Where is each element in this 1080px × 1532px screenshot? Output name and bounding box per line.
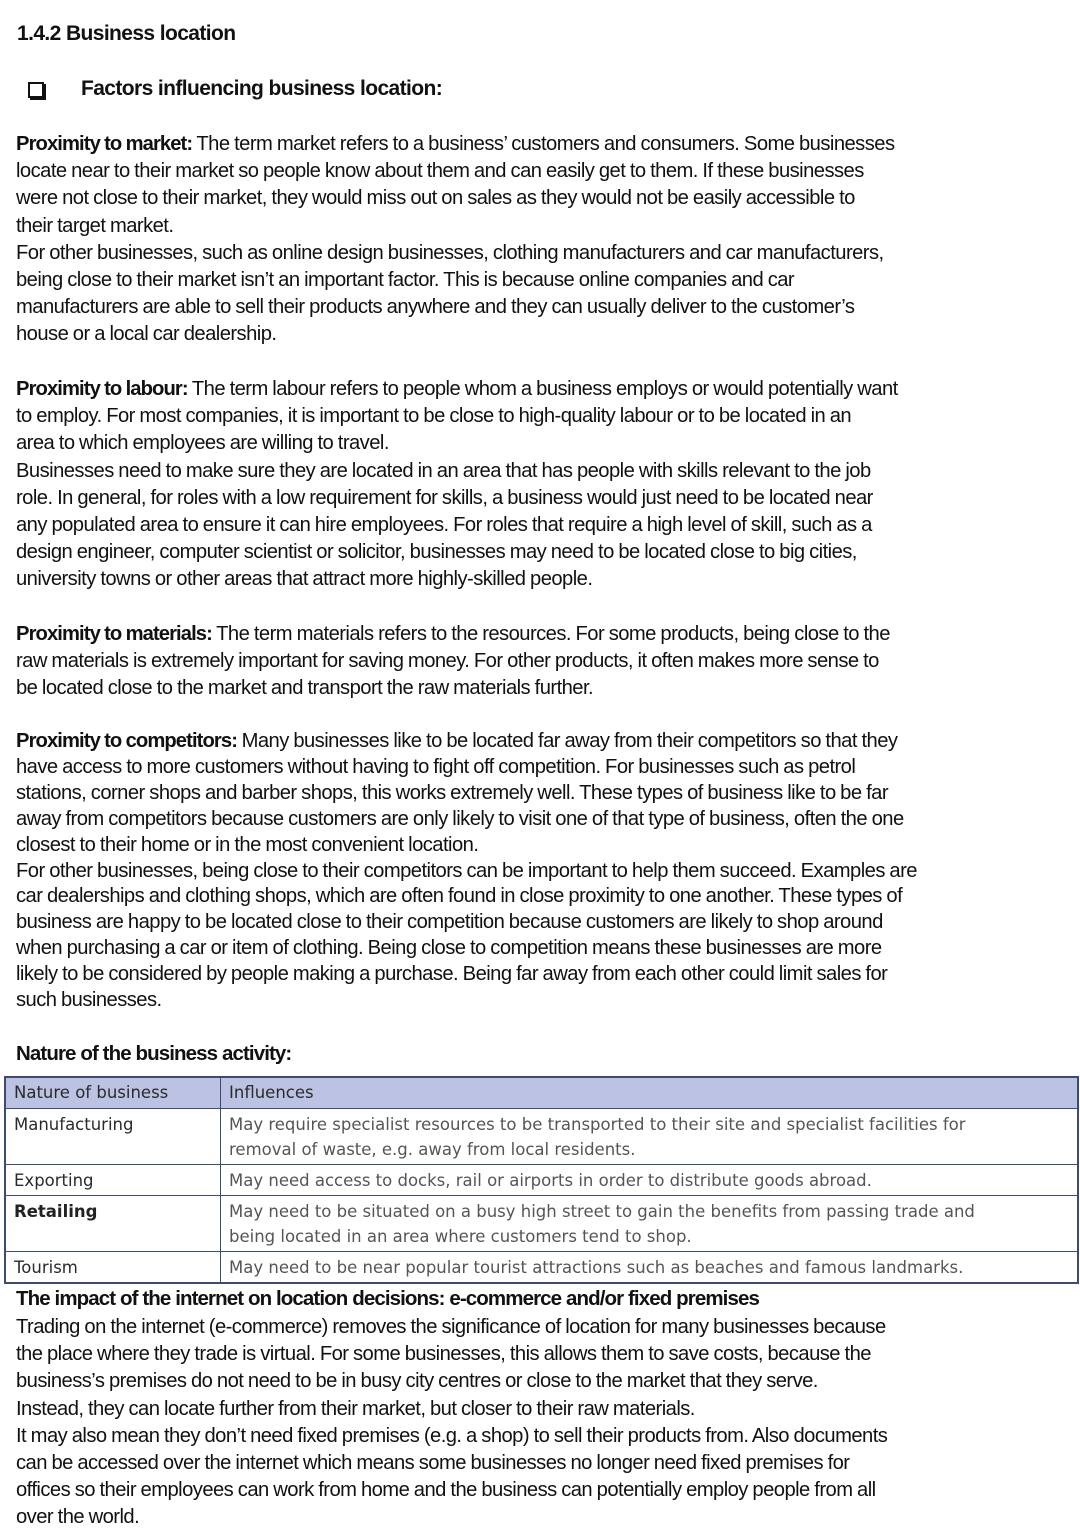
label-labour: Proximity to labour: (16, 378, 188, 400)
table-row (5, 1165, 1078, 1196)
internet-section-title: The impact of the internet on location decisions: e-commerce and/or fixed premises (16, 1287, 759, 1310)
label-materials: Proximity to materials: (16, 623, 212, 645)
paragraph-labour: Proximity to labour: The term labour refers to people whom a business employs or would potentially want to employ. For most companies, it is important to be close to high-quality labour or to be located in an area to which employees are willing to travel. Businesses need to make sure they are located in an area that has people with skills relevant to the job role. In general, for roles with a low requirement for skills, a business would just need to be located near any populated area to ensure it can hire employees. For roles that require a high level of skill, such as a design engineer, computer scientist or solicitor, businesses may need to be located close to big cities, university towns or other areas that attract more highly-skilled people. (16, 378, 898, 591)
label-competitors: Proximity to competitors: (16, 730, 238, 752)
header-influences: Influences (221, 1077, 1079, 1109)
table-row (5, 1196, 1078, 1252)
table-row (5, 1109, 1078, 1165)
table-row (5, 1252, 1078, 1284)
table-header-row (5, 1077, 1078, 1109)
cell-influence: May need to be situated on a busy high street to gain the benefits from passing trade and being located in an area where customers tend to shop. (221, 1196, 1079, 1252)
paragraph-materials: Proximity to materials: The term materials refers to the resources. For some products, being close to the raw materials is extremely important for saving money. For other products, it often makes more sense to be located close to the market and transport the raw materials further. (16, 623, 890, 700)
cell-type: Exporting (5, 1165, 221, 1196)
section-heading: 1.4.2 Business location (17, 22, 236, 45)
header-nature: Nature of business (5, 1077, 221, 1109)
cell-type: Manufacturing (5, 1109, 221, 1165)
paragraph-internet: Trading on the internet (e-commerce) removes the significance of location for many businesses because the place where they trade is virtual. For some businesses, this allows them to save costs, because the business’s premises do not need to be in busy city centres or close to the market that they serve. Instead, they can locate further from their market, but closer to their raw materials. It may also mean they don’t need fixed premises (e.g. a shop) to sell their products from. Also documents can be accessed over the internet which means some businesses no longer need fixed premises for offices so their employees can work from home and the business can potentially employ people from all over the world. (16, 1316, 888, 1529)
checkbox-icon (28, 82, 44, 98)
paragraph-market: Proximity to market: The term market refers to a business’ customers and consumers. Some businesses locate near to their market so people know about them and can easily get to them. If these businesses were not close to their market, they would miss out on sales as they would not be easily accessible to their target market. For other businesses, such as online design businesses, clothing manufacturers and car manufacturers, being close to their market isn’t an important factor. This is because online companies and car manufacturers are able to sell their products anywhere and they can usually deliver to the customer’s house or a local car dealership. (16, 133, 895, 346)
bullet-text: Factors influencing business location: (81, 77, 443, 100)
cell-influence: May need access to docks, rail or airports in order to distribute goods abroad. (221, 1165, 1079, 1196)
cell-influence: May need to be near popular tourist attractions such as beaches and famous landmarks. (221, 1252, 1079, 1284)
label-market: Proximity to market: (16, 133, 193, 155)
cell-influence: May require specialist resources to be transported to their site and specialist facilities for removal of waste, e.g. away from local residents. (221, 1109, 1079, 1165)
nature-of-business-table (4, 1076, 1079, 1284)
nature-section-title: Nature of the business activity: (16, 1042, 292, 1065)
paragraph-competitors: Proximity to competitors: Many businesses like to be located far away from their competitors so that they have access to more customers without having to fight off competition. For businesses such as petrol stations, corner shops and barber shops, this works extremely well. These types of business like to be far away from competitors because customers are only likely to visit one of that type of business, often the one closest to their home or in the most convenient location. For other businesses, being close to their competitors can be important to help them succeed. Examples are car dealerships and clothing shops, which are often found in close proximity to one another. These types of business are happy to be located close to their competition because customers are likely to shop around when purchasing a car or item of clothing. Being close to competition means these businesses are more likely to be considered by people making a purchase. Being far away from each other could limit sales for such businesses. (16, 730, 917, 1012)
cell-type: Tourism (5, 1252, 221, 1284)
cell-type: Retailing (5, 1196, 221, 1252)
